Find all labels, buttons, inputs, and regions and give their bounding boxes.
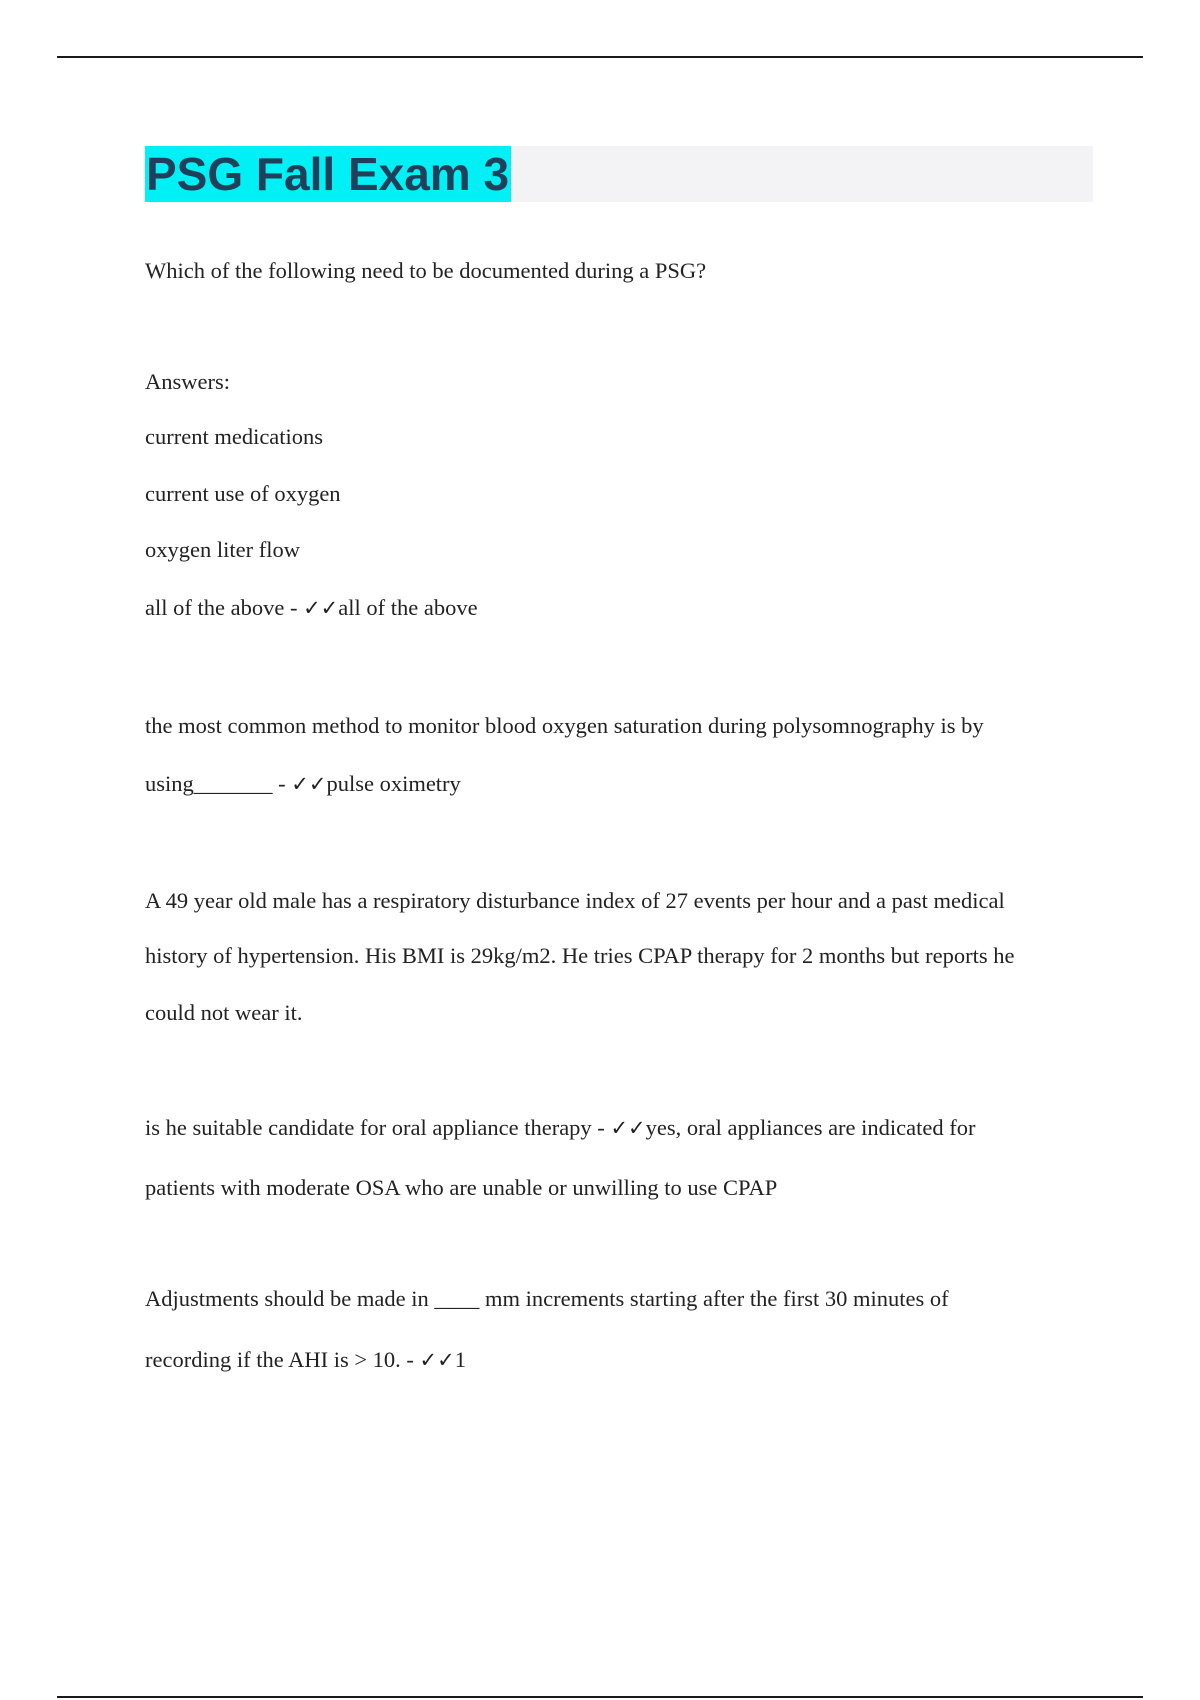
answer-option-1: current medications <box>145 424 324 449</box>
question-5-text: recording if the AHI is > 10. - <box>145 1347 420 1372</box>
question-2-blank: using_______ - <box>145 771 292 796</box>
question-2-line-1: the most common method to monitor blood oxygen saturation during polysomnography is by <box>145 713 984 738</box>
page-title: PSG Fall Exam 3 <box>146 148 510 200</box>
answer-option-2: current use of oxygen <box>145 481 341 506</box>
bottom-rule <box>57 1696 1143 1698</box>
answers-label: Answers: <box>145 369 230 394</box>
answer-4-part-2: patients with moderate OSA who are unable or unwilling to use CPAP <box>145 1175 778 1200</box>
answer-2: pulse oximetry <box>326 771 461 796</box>
answer-4-part-1: yes, oral appliances are indicated for <box>645 1115 976 1140</box>
answer-option-4 <box>145 593 478 623</box>
question-3-line-2: history of hypertension. His BMI is 29kg/m2. He tries CPAP therapy for 2 months but reports he <box>145 943 1015 968</box>
question-4-text: is he suitable candidate for oral appliance therapy - <box>145 1115 611 1140</box>
question-3-line-3: could not wear it. <box>145 1000 303 1025</box>
answer-1: all of the above <box>338 595 478 620</box>
question-5-line-2 <box>145 1345 466 1375</box>
answer-option-3: oxygen liter flow <box>145 537 300 562</box>
answer-5: 1 <box>454 1347 466 1372</box>
answer-option-4-text: all of the above - <box>145 595 304 620</box>
check-icon: ✓✓ <box>291 772 327 796</box>
top-rule <box>57 56 1143 58</box>
question-1: Which of the following need to be documented during a PSG? <box>145 258 707 283</box>
question-4-line-1 <box>145 1113 975 1143</box>
question-5-line-1: Adjustments should be made in ____ mm increments starting after the first 30 minutes of <box>145 1286 949 1311</box>
title-highlight <box>145 146 511 202</box>
question-3-line-1: A 49 year old male has a respiratory disturbance index of 27 events per hour and a past medical <box>145 888 1005 913</box>
check-icon: ✓✓ <box>610 1116 646 1140</box>
check-icon: ✓✓ <box>303 596 339 620</box>
question-2-line-2 <box>145 769 461 799</box>
check-icon: ✓✓ <box>419 1348 455 1372</box>
